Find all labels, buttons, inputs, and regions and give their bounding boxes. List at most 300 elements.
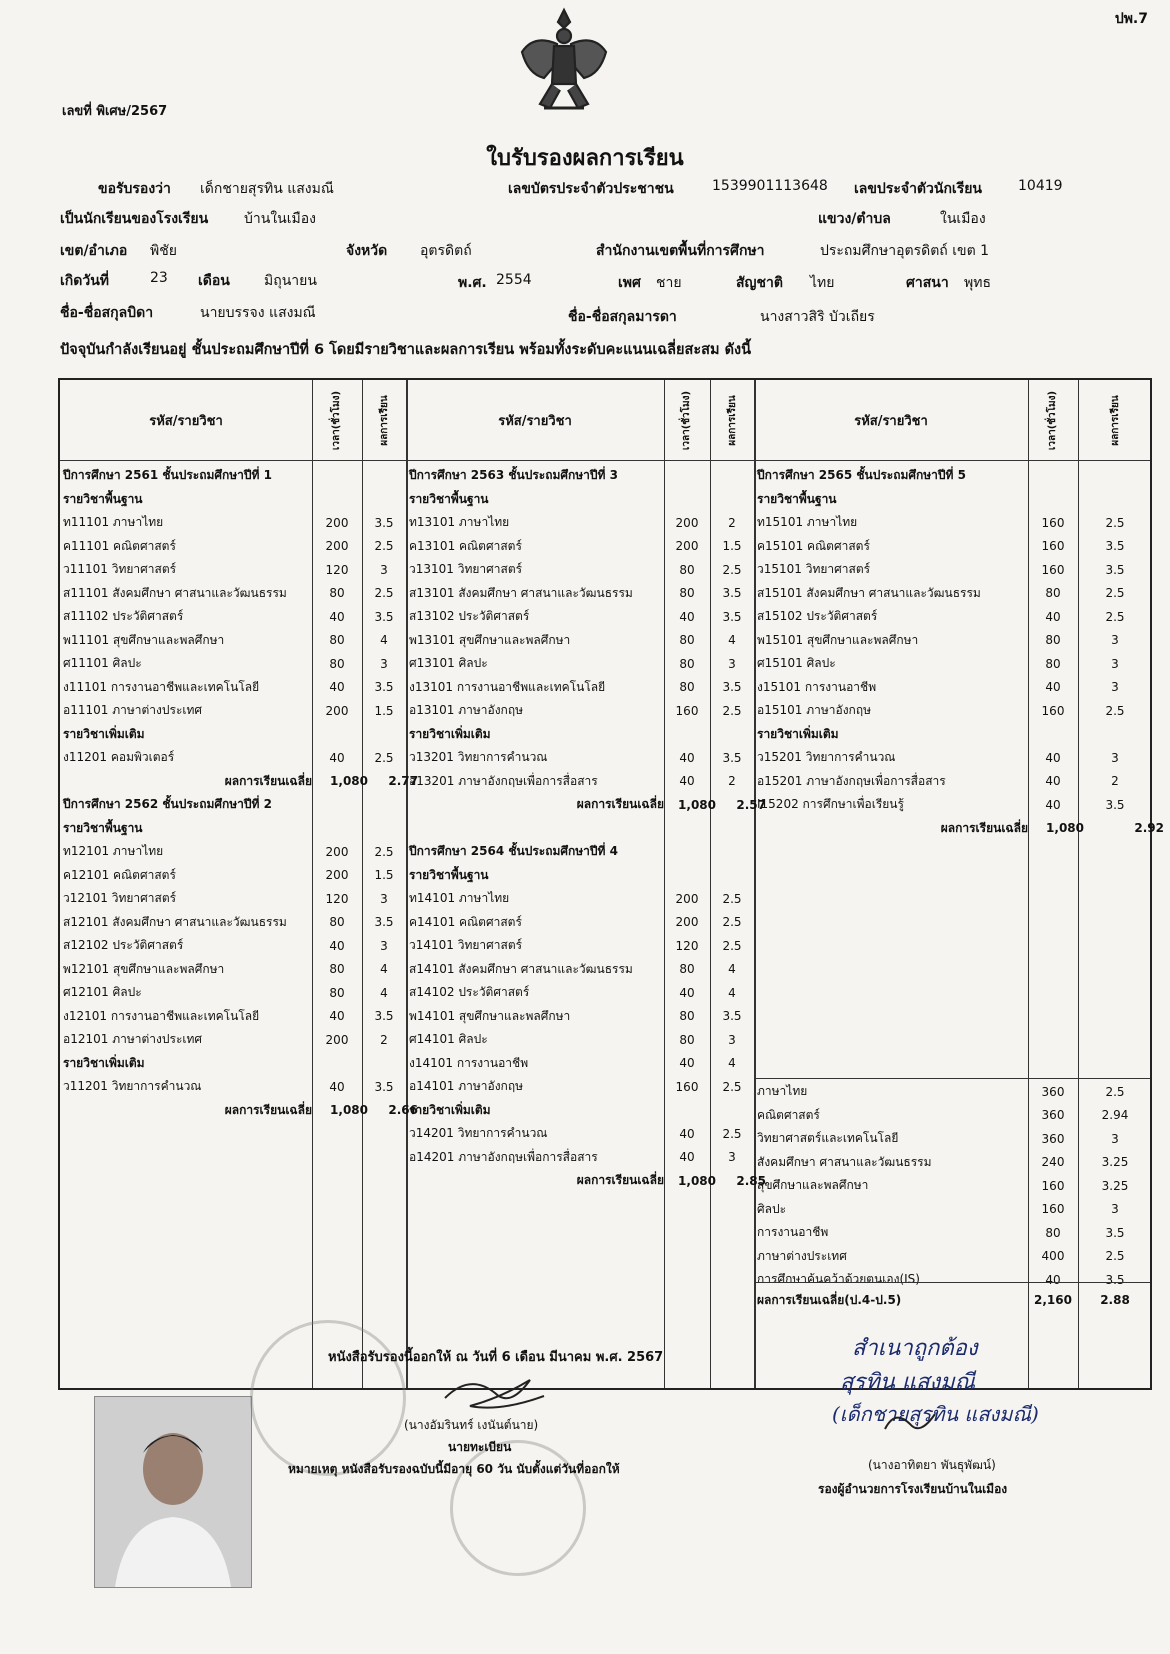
col1-row <box>60 699 406 723</box>
col2-row <box>406 1052 754 1076</box>
col3-row <box>754 488 1152 512</box>
col3-subject-cell: ว15101 วิทยาศาสตร์ <box>757 562 871 577</box>
col2-subject-cell: ผลการเรียนเฉลี่ย <box>576 1173 664 1188</box>
col1-hours-cell: 120 <box>325 891 349 906</box>
summary-row <box>754 1198 1152 1222</box>
col3-row <box>754 793 1152 817</box>
col1-subject-cell: ศ12101 ศิลปะ <box>63 985 142 1000</box>
col2-subject-cell: รายวิชาพื้นฐาน <box>409 867 489 882</box>
col2-hours-cell: 80 <box>679 562 695 577</box>
summary-hours-cell: 240 <box>1041 1155 1065 1170</box>
area-label: สำนักงานเขตพื้นที่การศึกษา <box>596 243 765 259</box>
col3-subject-cell: ค15101 คณิตศาสตร์ <box>757 538 870 553</box>
col2-row <box>406 723 754 747</box>
col2-row <box>406 887 754 911</box>
col3-hours-cell: 160 <box>1041 515 1065 530</box>
col2-subject-cell: ส13102 ประวัติศาสตร์ <box>409 609 530 624</box>
col1-subject-cell: พ12101 สุขศึกษาและพลศึกษา <box>63 961 225 976</box>
current-status: ปัจจุบันกำลังเรียนอยู่ ชั้นประถมศึกษาปีที่ 6 โดยมีรายวิชาและผลการเรียน พร้อมทั้งระดับคะแนนเฉลี่ยสะสม ดังนี้ <box>60 342 752 358</box>
col1-row <box>60 887 406 911</box>
summary-subject-cell: ภาษาต่างประเทศ <box>757 1248 847 1263</box>
col3-grade-cell: 3.5 <box>1105 797 1125 812</box>
col1-grade-cell: 2 <box>380 1032 388 1047</box>
col1-subject-cell: ปีการศึกษา 2562 ชั้นประถมศึกษาปีที่ 2 <box>63 797 272 812</box>
col1-row <box>60 840 406 864</box>
col3-row <box>754 558 1152 582</box>
col1-grade-cell: 3.5 <box>374 680 394 695</box>
col1-subject-cell: รายวิชาเพิ่มเติม <box>63 1055 145 1070</box>
col1-subject-cell: ค11101 คณิตศาสตร์ <box>63 538 176 553</box>
col1-hours-cell: 40 <box>329 938 345 953</box>
col3-grade-cell: 2.5 <box>1105 609 1125 624</box>
col2-row <box>406 629 754 653</box>
col1-row <box>60 793 406 817</box>
col3-grade-cell: 3.5 <box>1105 539 1125 554</box>
col2-grade-cell: 2 <box>728 515 736 530</box>
col1-row <box>60 1075 406 1099</box>
col2-row <box>406 1122 754 1146</box>
grades-table <box>58 378 1164 1390</box>
col3-subject-header: รหัส/รายวิชา <box>854 413 928 429</box>
sex-label: เพศ <box>618 275 641 291</box>
subdistrict: ในเมือง <box>940 211 986 227</box>
col3-row <box>754 605 1152 629</box>
col3-hours-cell: 160 <box>1041 562 1065 577</box>
col2-grade-cell: 2.85 <box>736 1173 766 1188</box>
col2-grade-cell: 1.5 <box>722 539 742 554</box>
summary-row <box>754 1080 1152 1104</box>
col2-grade-cell: 2.5 <box>722 562 742 577</box>
summary-subject-cell: การศึกษาค้นคว้าด้วยตนเอง(IS) <box>757 1272 920 1287</box>
col2-grade-cell: 3.5 <box>722 1009 742 1024</box>
col2-row <box>406 605 754 629</box>
col3-row <box>754 535 1152 559</box>
col1-hours-cell: 200 <box>325 844 349 859</box>
col1-row <box>60 958 406 982</box>
col3-grade-header: ผลการเรียน <box>1109 394 1121 446</box>
summary-total-row <box>754 1288 1152 1312</box>
col2-grade-cell: 4 <box>728 1056 736 1071</box>
col1-subject-cell: ว11101 วิทยาศาสตร์ <box>63 562 177 577</box>
summary-subject-cell: วิทยาศาสตร์และเทคโนโลยี <box>757 1131 899 1146</box>
col2-subject-cell: ปีการศึกษา 2564 ชั้นประถมศึกษาปีที่ 4 <box>409 844 618 859</box>
registrar-signature-icon <box>440 1368 550 1418</box>
col2-subject-cell: รายวิชาเพิ่มเติม <box>409 726 491 741</box>
student-name: เด็กชายสุรทิน แสงมณี <box>200 181 334 197</box>
col1-hours-cell: 200 <box>325 868 349 883</box>
sex: ชาย <box>656 275 682 291</box>
col2-row <box>406 817 754 841</box>
mother-name: นางสาวสิริ บัวเถียร <box>760 309 875 325</box>
col3-subject-cell: ว15201 วิทยาการคำนวณ <box>757 750 896 765</box>
col2-grade-cell: 3.5 <box>722 750 742 765</box>
col2-subject-cell: ท13101 ภาษาไทย <box>409 515 510 530</box>
certify-label: ขอรับรองว่า <box>98 181 171 197</box>
col1-grade-cell: 1.5 <box>374 703 394 718</box>
col1-grade-cell: 2.77 <box>388 774 418 789</box>
summary-hours-cell: 160 <box>1041 1202 1065 1217</box>
summary-subject-cell: ศิลปะ <box>757 1201 787 1216</box>
col2-subject-header: รหัส/รายวิชา <box>498 413 572 429</box>
col2-subject-cell: ว14201 วิทยาการคำนวณ <box>409 1126 548 1141</box>
col2-hours-cell: 160 <box>675 703 699 718</box>
col2-subject-cell: ส14102 ประวัติศาสตร์ <box>409 985 530 1000</box>
col3-row <box>754 746 1152 770</box>
col1-row <box>60 558 406 582</box>
col2-row <box>406 1146 754 1170</box>
col2-row <box>406 1005 754 1029</box>
summary-grade-cell: 2.94 <box>1101 1108 1129 1123</box>
col1-hours-cell: 40 <box>329 1009 345 1024</box>
summary-row <box>754 1221 1152 1245</box>
col2-grade-cell: 2.5 <box>722 1126 742 1141</box>
col2-grade-cell: 2.5 <box>722 891 742 906</box>
col2-row <box>406 746 754 770</box>
col1-hours-cell: 1,080 <box>330 774 368 789</box>
summary-subject-cell: คณิตศาสตร์ <box>757 1107 820 1122</box>
province: อุตรดิตถ์ <box>420 243 472 259</box>
subdistrict-label: แขวง/ตำบล <box>818 211 891 227</box>
col2-row <box>406 981 754 1005</box>
col2-hours-cell: 40 <box>679 774 695 789</box>
col3-row <box>754 817 1170 841</box>
col3-hours-cell: 40 <box>1045 774 1061 789</box>
col2-subject-cell: พ13101 สุขศึกษาและพลศึกษา <box>409 632 571 647</box>
document-number: เลขที่ พิเศษ/2567 <box>62 104 168 119</box>
col3-row <box>754 464 1152 488</box>
religion-label: ศาสนา <box>906 275 949 291</box>
col1-hours-cell: 200 <box>325 1032 349 1047</box>
col1-grade-cell: 3.5 <box>374 609 394 624</box>
col2-grade-cell: 2.5 <box>722 1079 742 1094</box>
col2-hours-cell: 40 <box>679 1150 695 1165</box>
col3-hours-cell: 160 <box>1041 703 1065 718</box>
id-number: 1539901113648 <box>712 178 828 194</box>
col2-row <box>406 840 754 864</box>
handwritten-name: สุรทิน แสงมณี <box>840 1370 976 1395</box>
col2-row <box>406 793 772 817</box>
col2-grade-cell: 2.5 <box>722 915 742 930</box>
col1-grade-cell: 1.5 <box>374 868 394 883</box>
summary-row <box>754 1127 1152 1151</box>
province-label: จังหวัด <box>346 243 388 259</box>
col1-hours-cell: 40 <box>329 750 345 765</box>
col2-subject-cell: ท14101 ภาษาไทย <box>409 891 510 906</box>
summary-grade-cell: 3.25 <box>1101 1178 1129 1193</box>
col2-subject-cell: ว13101 วิทยาศาสตร์ <box>409 562 523 577</box>
col1-hours-cell: 80 <box>329 985 345 1000</box>
col1-row <box>60 864 406 888</box>
birth-year: 2554 <box>496 272 532 288</box>
col1-hours-cell: 40 <box>329 609 345 624</box>
registrar-name: (นางอัมรินทร์ เงนันต์นาย) <box>404 1418 539 1432</box>
mother-label: ชื่อ-ชื่อสกุลมารดา <box>568 309 677 325</box>
school-label: เป็นนักเรียนของโรงเรียน <box>60 211 209 227</box>
col3-subject-cell: ส15102 ประวัติศาสตร์ <box>757 609 878 624</box>
col3-row <box>754 723 1152 747</box>
col1-grade-cell: 2.5 <box>374 539 394 554</box>
summary-grade-cell: 3.25 <box>1101 1155 1129 1170</box>
area: ประถมศึกษาอุตรดิตถ์ เขต 1 <box>820 243 990 259</box>
col1-hours-cell: 200 <box>325 703 349 718</box>
issued-date: หนังสือรับรองนี้ออกให้ ณ วันที่ 6 เดือน มีนาคม พ.ศ. 2567 <box>328 1350 664 1365</box>
col2-hours-cell: 200 <box>675 539 699 554</box>
col2-subject-cell: รายวิชาเพิ่มเติม <box>409 1102 491 1117</box>
district-label: เขต/อำเภอ <box>60 243 128 259</box>
col1-row <box>60 934 406 958</box>
col1-subject-cell: ส11102 ประวัติศาสตร์ <box>63 609 184 624</box>
col2-row <box>406 864 754 888</box>
col2-grade-cell: 3.5 <box>722 586 742 601</box>
col1-hours-header: เวลา(ชั่วโมง) <box>331 390 343 450</box>
col1-row <box>60 652 406 676</box>
col3-grade-cell: 2 <box>1111 774 1119 789</box>
summary-hours-cell: 40 <box>1045 1272 1061 1287</box>
col1-subject-cell: อ11101 ภาษาต่างประเทศ <box>63 703 203 718</box>
col2-row <box>406 1169 772 1193</box>
col2-hours-cell: 120 <box>675 938 699 953</box>
birth-day: 23 <box>150 270 168 286</box>
col3-subject-cell: ง15101 การงานอาชีพ <box>757 679 877 694</box>
form-number: ปพ.7 <box>1114 11 1148 27</box>
col3-subject-cell: รายวิชาเพิ่มเติม <box>757 726 839 741</box>
col1-grade-cell: 2.5 <box>374 750 394 765</box>
summary-subject-cell: ภาษาไทย <box>757 1084 808 1099</box>
summary-row <box>754 1104 1152 1128</box>
col2-subject-cell: ปีการศึกษา 2563 ชั้นประถมศึกษาปีที่ 3 <box>409 468 618 483</box>
col2-hours-cell: 200 <box>675 915 699 930</box>
student-photo <box>94 1396 252 1588</box>
col3-subject-cell: ท15101 ภาษาไทย <box>757 515 858 530</box>
garuda-emblem-icon <box>514 4 614 116</box>
validity-note: หมายเหตุ หนังสือรับรองฉบับนี้มีอายุ 60 วัน นับตั้งแต่วันที่ออกให้ <box>288 1462 620 1476</box>
deputy-signature-icon <box>880 1404 940 1444</box>
birth-year-label: พ.ศ. <box>458 275 487 291</box>
deputy-title: รองผู้อำนวยการโรงเรียนบ้านในเมือง <box>818 1482 1008 1496</box>
col3-hours-cell: 40 <box>1045 750 1061 765</box>
col1-row <box>60 746 406 770</box>
col1-row <box>60 535 406 559</box>
birth-day-label: เกิดวันที่ <box>60 273 110 289</box>
col2-grade-header: ผลการเรียน <box>726 394 738 446</box>
col3-row <box>754 699 1152 723</box>
summary-total-hours-cell: 2,160 <box>1034 1293 1072 1307</box>
col3-subject-cell: รายวิชาพื้นฐาน <box>757 491 837 506</box>
col2-hours-cell: 40 <box>679 1126 695 1141</box>
father-name: นายบรรจง แสงมณี <box>200 305 316 321</box>
col3-subject-cell: ปีการศึกษา 2565 ชั้นประถมศึกษาปีที่ 5 <box>757 468 966 483</box>
col3-grade-cell: 3 <box>1111 750 1119 765</box>
col2-row <box>406 652 754 676</box>
col2-hours-cell: 80 <box>679 1032 695 1047</box>
col2-row <box>406 911 754 935</box>
col1-subject-cell: ว12101 วิทยาศาสตร์ <box>63 891 177 906</box>
col1-row <box>60 1099 424 1123</box>
student-id-label: เลขประจำตัวนักเรียน <box>854 181 983 197</box>
col3-subject-cell: ผลการเรียนเฉลี่ย <box>940 820 1028 835</box>
birth-month: มิถุนายน <box>264 273 317 289</box>
col1-grade-cell: 3.5 <box>374 515 394 530</box>
col2-subject-cell: ส13101 สังคมศึกษา ศาสนาและวัฒนธรรม <box>409 585 633 600</box>
student-id: 10419 <box>1018 178 1063 194</box>
col2-hours-cell: 160 <box>675 1079 699 1094</box>
col1-hours-cell: 200 <box>325 539 349 554</box>
col2-row <box>406 676 754 700</box>
col2-subject-cell: ผลการเรียนเฉลี่ย <box>576 797 664 812</box>
summary-hours-cell: 400 <box>1041 1249 1065 1264</box>
col3-row <box>754 582 1152 606</box>
col1-row <box>60 1052 406 1076</box>
summary-hours-cell: 360 <box>1041 1131 1065 1146</box>
col2-subject-cell: อ13201 ภาษาอังกฤษเพื่อการสื่อสาร <box>409 773 598 788</box>
col2-hours-cell: 80 <box>679 586 695 601</box>
col2-row <box>406 1099 754 1123</box>
col1-hours-cell: 80 <box>329 656 345 671</box>
col1-row <box>60 464 406 488</box>
col2-row <box>406 770 754 794</box>
col2-row <box>406 558 754 582</box>
col1-subject-cell: รายวิชาพื้นฐาน <box>63 820 143 835</box>
col3-row <box>754 676 1152 700</box>
col2-grade-cell: 2 <box>728 774 736 789</box>
col3-hours-cell: 80 <box>1045 656 1061 671</box>
summary-subject-cell: การงานอาชีพ <box>757 1225 829 1240</box>
handwritten-full-name: (เด็กชายสุรทิน แสงมณี) <box>832 1402 1039 1426</box>
col2-subject-cell: รายวิชาพื้นฐาน <box>409 491 489 506</box>
col1-row <box>60 676 406 700</box>
col2-grade-cell: 3.5 <box>722 680 742 695</box>
col2-subject-cell: ค13101 คณิตศาสตร์ <box>409 538 522 553</box>
col1-subject-cell: ผลการเรียนเฉลี่ย <box>224 1102 312 1117</box>
col2-hours-cell: 40 <box>679 750 695 765</box>
summary-grade-cell: 3 <box>1111 1202 1119 1217</box>
col3-grade-cell: 2.5 <box>1105 515 1125 530</box>
col1-hours-cell: 1,080 <box>330 1103 368 1118</box>
col1-subject-cell: ส11101 สังคมศึกษา ศาสนาและวัฒนธรรม <box>63 585 287 600</box>
nationality: ไทย <box>810 275 835 291</box>
col1-subject-cell: ง11101 การงานอาชีพและเทคโนโลยี <box>63 679 260 694</box>
summary-subject-cell: สุขศึกษาและพลศึกษา <box>757 1178 869 1193</box>
summary-hours-cell: 160 <box>1041 1178 1065 1193</box>
col1-subject-cell: รายวิชาพื้นฐาน <box>63 491 143 506</box>
col1-row <box>60 488 406 512</box>
col1-subject-cell: ผลการเรียนเฉลี่ย <box>224 773 312 788</box>
nationality-label: สัญชาติ <box>736 275 783 291</box>
col2-hours-cell: 200 <box>675 891 699 906</box>
col3-grade-cell: 3 <box>1111 656 1119 671</box>
col2-grade-cell: 3 <box>728 1150 736 1165</box>
col3-hours-header: เวลา(ชั่วโมง) <box>1047 390 1059 450</box>
col1-subject-cell: ท11101 ภาษาไทย <box>63 515 164 530</box>
col2-row <box>406 488 754 512</box>
col2-hours-cell: 80 <box>679 656 695 671</box>
col1-grade-cell: 3 <box>380 562 388 577</box>
summary-grade-cell: 3.5 <box>1105 1272 1125 1287</box>
col1-subject-cell: ส12102 ประวัติศาสตร์ <box>63 938 184 953</box>
col1-row <box>60 1028 406 1052</box>
col2-grade-cell: 2.5 <box>722 703 742 718</box>
col3-grade-cell: 2.5 <box>1105 703 1125 718</box>
summary-row <box>754 1151 1152 1175</box>
summary-total-grade-cell: 2.88 <box>1100 1293 1130 1307</box>
col2-grade-cell: 3 <box>728 1032 736 1047</box>
col1-subject-cell: ง12101 การงานอาชีพและเทคโนโลยี <box>63 1008 260 1023</box>
school-seal-icon <box>250 1320 406 1476</box>
col2-grade-cell: 2.5 <box>722 938 742 953</box>
col3-hours-cell: 40 <box>1045 609 1061 624</box>
col3-hours-cell: 80 <box>1045 633 1061 648</box>
col1-hours-cell: 120 <box>325 562 349 577</box>
summary-grade-cell: 3 <box>1111 1131 1119 1146</box>
col1-grade-cell: 3.5 <box>374 1009 394 1024</box>
summary-row <box>754 1245 1152 1269</box>
col1-row <box>60 770 424 794</box>
col3-hours-cell: 40 <box>1045 797 1061 812</box>
col2-row <box>406 1028 754 1052</box>
col1-grade-cell: 3.5 <box>374 915 394 930</box>
col1-subject-cell: ปีการศึกษา 2561 ชั้นประถมศึกษาปีที่ 1 <box>63 468 272 483</box>
col2-row <box>406 934 754 958</box>
col3-row <box>754 770 1152 794</box>
col2-row <box>406 511 754 535</box>
col1-row <box>60 817 406 841</box>
col2-row <box>406 582 754 606</box>
col1-subject-cell: ท12101 ภาษาไทย <box>63 844 164 859</box>
handwritten-certified-copy: สำเนาถูกต้อง <box>852 1336 978 1361</box>
col1-row <box>60 582 406 606</box>
col3-subject-cell: อ15201 ภาษาอังกฤษเพื่อการสื่อสาร <box>757 773 946 788</box>
col2-row <box>406 535 754 559</box>
col1-grade-cell: 4 <box>380 633 388 648</box>
summary-hours-cell: 360 <box>1041 1108 1065 1123</box>
col3-subject-cell: อ15101 ภาษาอังกฤษ <box>757 703 871 718</box>
col1-hours-cell: 80 <box>329 586 345 601</box>
col3-subject-cell: ส15101 สังคมศึกษา ศาสนาและวัฒนธรรม <box>757 585 981 600</box>
religion: พุทธ <box>964 275 992 291</box>
col2-row <box>406 958 754 982</box>
col2-subject-cell: ส14101 สังคมศึกษา ศาสนาและวัฒนธรรม <box>409 961 633 976</box>
col1-subject-cell: อ12101 ภาษาต่างประเทศ <box>63 1032 203 1047</box>
col2-subject-cell: ศ13101 ศิลปะ <box>409 656 488 671</box>
col1-grade-cell: 3 <box>380 938 388 953</box>
deputy-name: (นางอาทิตยา พันธุพัฒน์) <box>868 1458 996 1472</box>
col1-grade-header: ผลการเรียน <box>378 394 390 446</box>
summary-total-subject-cell: ผลการเรียนเฉลี่ย(ป.4-ป.5) <box>757 1292 902 1307</box>
col2-hours-cell: 80 <box>679 1009 695 1024</box>
col2-hours-cell: 40 <box>679 1056 695 1071</box>
summary-hours-cell: 80 <box>1045 1225 1061 1240</box>
col2-grade-cell: 2.57 <box>736 797 766 812</box>
col1-row <box>60 981 406 1005</box>
col3-row <box>754 629 1152 653</box>
id-label: เลขบัตรประจำตัวประชาชน <box>508 181 674 197</box>
col2-hours-cell: 1,080 <box>678 797 716 812</box>
col2-subject-cell: อ14201 ภาษาอังกฤษเพื่อการสื่อสาร <box>409 1149 598 1164</box>
col2-grade-cell: 4 <box>728 633 736 648</box>
col1-grade-cell: 4 <box>380 985 388 1000</box>
col3-grade-cell: 3.5 <box>1105 562 1125 577</box>
col2-subject-cell: ง14101 การงานอาชีพ <box>409 1055 529 1070</box>
col1-row <box>60 511 406 535</box>
col2-grade-cell: 3 <box>728 656 736 671</box>
col2-hours-cell: 40 <box>679 609 695 624</box>
col3-grade-cell: 2.92 <box>1134 821 1164 836</box>
col1-grade-cell: 3 <box>380 656 388 671</box>
col2-subject-cell: ว13201 วิทยาการคำนวณ <box>409 750 548 765</box>
col2-hours-cell: 200 <box>675 515 699 530</box>
col1-hours-cell: 80 <box>329 633 345 648</box>
col2-hours-header: เวลา(ชั่วโมง) <box>681 390 693 450</box>
